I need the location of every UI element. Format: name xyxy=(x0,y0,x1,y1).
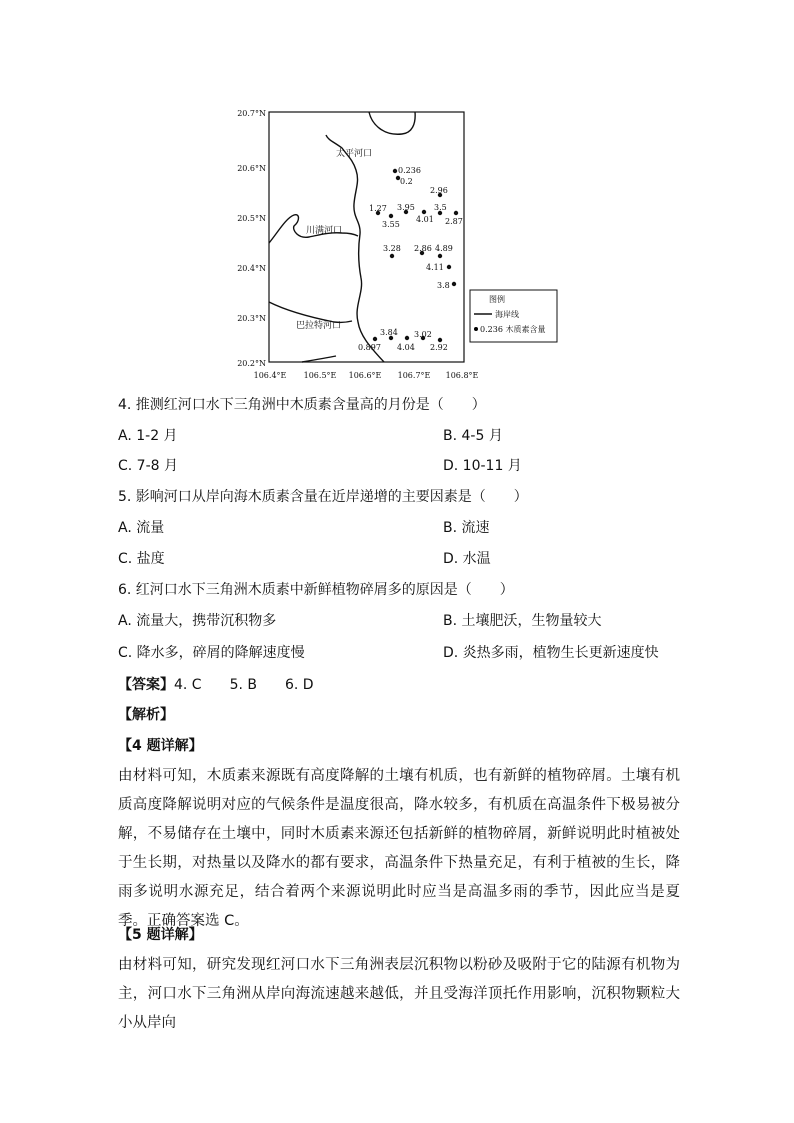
q4-detail-label: 【4 题详解】 xyxy=(118,738,203,754)
sample-value: 0.2 xyxy=(400,177,413,186)
question-6-stem: 6. 红河口水下三角洲木质素中新鲜植物碎屑多的原因是（ ） xyxy=(118,582,514,598)
place-label: 巴拉特河口 xyxy=(296,321,342,331)
sample-value: 3.28 xyxy=(383,244,401,253)
sample-value: 3.84 xyxy=(380,328,398,337)
sample-value: 2.96 xyxy=(430,186,448,195)
sample-value: 2.87 xyxy=(445,217,463,226)
sample-value: 0.236 xyxy=(398,166,421,175)
sample-value: 3.02 xyxy=(414,330,432,339)
legend-sample-dot xyxy=(474,327,478,331)
sample-point xyxy=(422,210,426,214)
question-6-option-a: A. 流量大，携带沉积物多 xyxy=(118,613,277,629)
answer-line xyxy=(118,675,314,695)
sample-value: 0.897 xyxy=(358,343,381,352)
question-5-option-d: D. 水温 xyxy=(443,551,491,567)
lon-label: 106.8°E xyxy=(445,371,479,380)
coastline-north xyxy=(369,112,415,134)
sample-point xyxy=(390,254,394,258)
question-6-option-d: D. 炎热多雨，植物生长更新速度快 xyxy=(443,645,659,661)
question-6-option-b: B. 土壤肥沃，生物量较大 xyxy=(443,613,602,629)
sample-point xyxy=(452,282,456,286)
question-5-option-a: A. 流量 xyxy=(118,520,165,536)
sample-value: 4.89 xyxy=(435,244,453,253)
question-5-option-c: C. 盐度 xyxy=(118,551,165,567)
sample-value: 3.95 xyxy=(397,203,415,212)
place-label: 太平河口 xyxy=(336,149,373,159)
lat-label: 20.3°N xyxy=(237,314,266,323)
sample-site-map xyxy=(234,100,564,385)
sample-point xyxy=(373,337,377,341)
sample-point xyxy=(389,214,393,218)
question-4-option-c: C. 7-8 月 xyxy=(118,458,178,474)
q5-detail-text: 由材料可知，研究发现红河口水下三角洲表层沉积物以粉砂及吸附于它的陆源有机物为主，河口水下三角洲从岸向海流速越来越低，并且受海洋顶托作用影响，沉积物颗粒大小从岸向 xyxy=(118,957,680,1031)
analysis-label: 【解析】 xyxy=(118,707,174,723)
sample-value: 4.04 xyxy=(397,343,415,352)
sample-value: 3.8 xyxy=(437,281,450,290)
sample-value: 4.11 xyxy=(426,263,444,272)
question-5-option-b: B. 流速 xyxy=(443,520,490,536)
lat-label: 20.7°N xyxy=(237,109,266,118)
sample-value: 3.5 xyxy=(434,203,447,212)
sample-point xyxy=(447,265,451,269)
lon-label: 106.5°E xyxy=(303,371,337,380)
lat-label: 20.6°N xyxy=(237,164,266,173)
coastline-southwest xyxy=(269,302,352,322)
legend-title: 图例 xyxy=(489,295,505,304)
sample-point xyxy=(438,338,442,342)
question-4-option-a: A. 1-2 月 xyxy=(118,428,178,444)
coastline-south xyxy=(302,356,336,362)
lon-label: 106.6°E xyxy=(348,371,382,380)
sample-value: 1.27 xyxy=(369,204,387,213)
sample-value: 3.55 xyxy=(382,220,400,229)
legend-coast-label: 海岸线 xyxy=(495,310,519,319)
sample-value: 2.92 xyxy=(430,343,448,352)
question-4-option-d: D. 10-11 月 xyxy=(443,458,522,474)
place-label: 川满河口 xyxy=(306,226,343,236)
q4-detail-text: 由材料可知，木质素来源既有高度降解的土壤有机质，也有新鲜的植物碎屑。土壤有机质高度降解说明对应的气候条件是温度很高，降水较多，有机质在高温条件下极易被分解，不易储存在土壤中，同时木质素来源还包括新鲜的植物碎屑，新鲜说明此时植被处于生长期，对热量以及降水的都有要求，高温条件下热量充足，有利于植被的生长，降雨多说明水源充足，结合着两个来源说明此时应当是高温多雨的季节，因此应当是夏季。正确答案选 C。 xyxy=(118,768,680,929)
lon-label: 106.7°E xyxy=(397,371,431,380)
lat-label: 20.4°N xyxy=(237,264,266,273)
sample-point xyxy=(405,336,409,340)
q5-detail-label: 【5 题详解】 xyxy=(118,927,203,943)
lat-label: 20.5°N xyxy=(237,214,266,223)
lat-label: 20.2°N xyxy=(237,359,266,368)
sample-point xyxy=(454,211,458,215)
sample-value: 4.01 xyxy=(416,215,434,224)
question-6-option-c: C. 降水多，碎屑的降解速度慢 xyxy=(118,645,305,661)
sample-point xyxy=(438,254,442,258)
question-4-stem: 4. 推测红河口水下三角洲中木质素含量高的月份是（ ） xyxy=(118,397,486,413)
answer-label: 【答案】 xyxy=(118,677,174,693)
sample-value: 2.86 xyxy=(414,244,432,253)
lon-label: 106.4°E xyxy=(253,371,287,380)
question-4-option-b: B. 4-5 月 xyxy=(443,428,503,444)
legend-sample-label: 0.236 木质素含量 xyxy=(480,325,546,334)
answer-text: 4. C 5. B 6. D xyxy=(174,677,314,693)
question-5-stem: 5. 影响河口从岸向海木质素含量在近岸递增的主要因素是（ ） xyxy=(118,489,528,505)
map-legend xyxy=(470,290,557,342)
sample-point xyxy=(393,169,397,173)
